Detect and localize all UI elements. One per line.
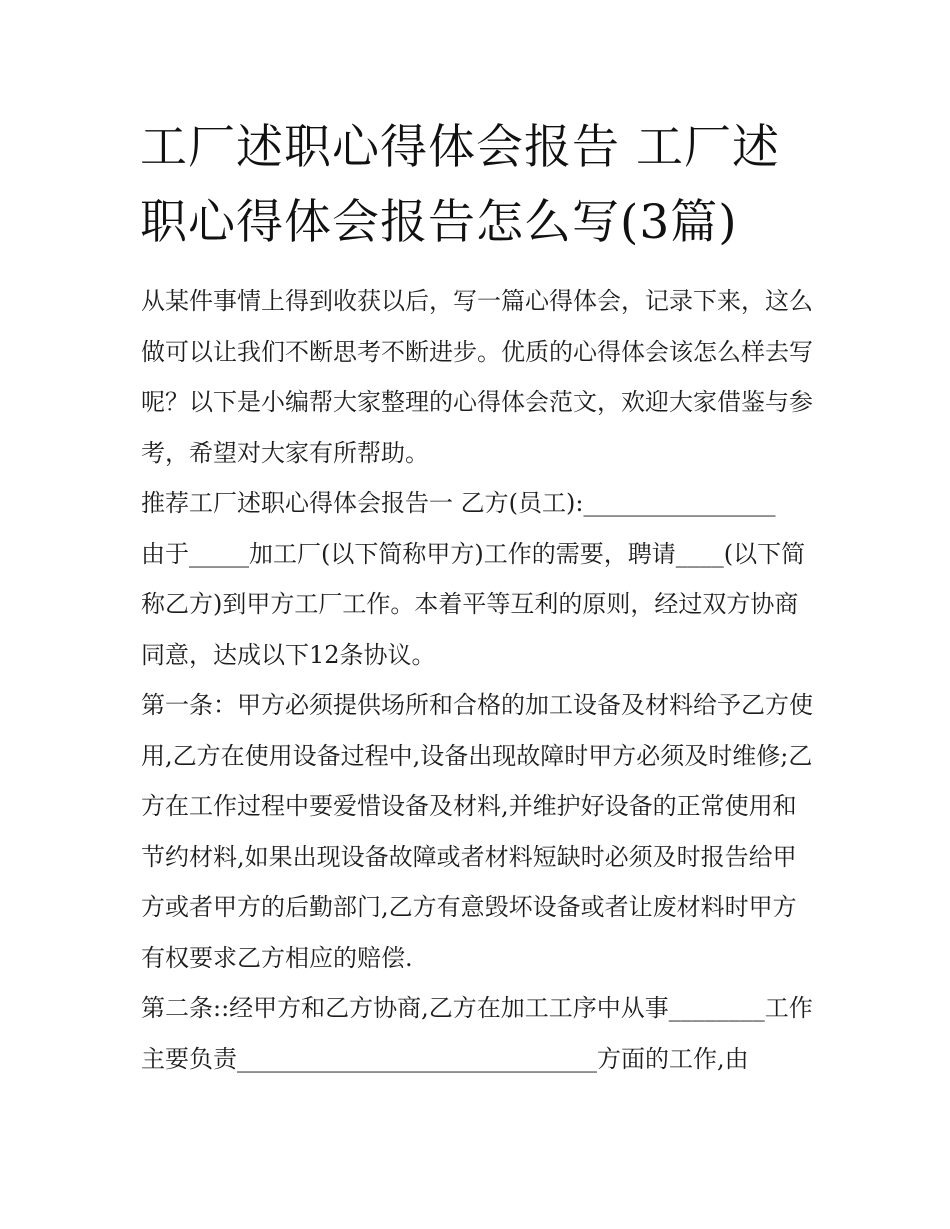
paragraph-recommend: 推荐工厂述职心得体会报告一 乙方(员工):________________ <box>141 489 776 517</box>
document-body <box>141 276 813 1084</box>
paragraph-preamble: 由于_____加工厂(以下简称甲方)工作的需要，聘请____(以下简称乙方)到甲方工厂工作。本着平等互利的原则，经过双方协商同意，达成以下12条协议。 <box>141 539 806 669</box>
paragraph-article-1: 第一条：甲方必须提供场所和合格的加工设备及材料给予乙方使用,乙方在使用设备过程中,设备出现故障时甲方必须及时维修;乙方在工作过程中要爱惜设备及材料,并维护好设备的正常使用和节约材料,如果出现设备故障或者材料短缺时必须及时报告给甲方或者甲方的后勤部门,乙方有意毁坏设备或者让废材料时甲方有权要求乙方相应的赔偿. <box>141 691 813 972</box>
paragraph-article-2: 第二条::经甲方和乙方协商,乙方在加工工序中从事________工作主要负责______________________________方面的工作,由 <box>141 994 813 1073</box>
paragraph-intro: 从某件事情上得到收获以后，写一篇心得体会，记录下来，这么做可以让我们不断思考不断进步。优质的心得体会该怎么样去写呢？以下是小编帮大家整理的心得体会范文，欢迎大家借鉴与参考，希望对大家有所帮助。 <box>141 287 813 467</box>
document-title: 工厂述职心得体会报告 工厂述职心得体会报告怎么写(3篇) <box>140 120 780 250</box>
